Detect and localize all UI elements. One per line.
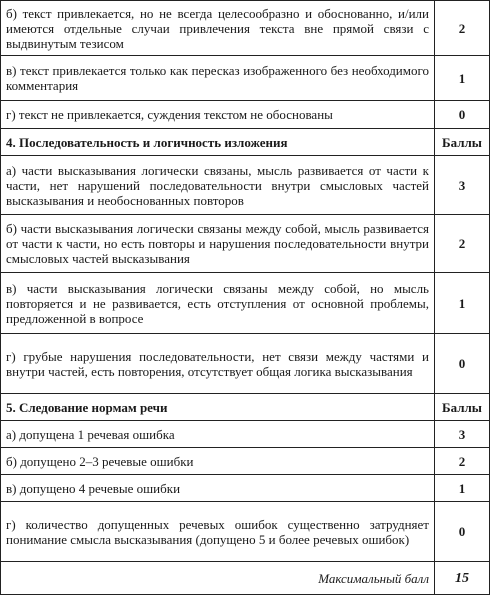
criterion-row xyxy=(1,156,490,215)
criterion-score: 0 xyxy=(435,334,490,394)
criterion-row xyxy=(1,273,490,334)
points-column-header: Баллы xyxy=(435,129,490,156)
section-header-row xyxy=(1,129,490,156)
criterion-score: 3 xyxy=(435,421,490,448)
criterion-score: 0 xyxy=(435,101,490,129)
criterion-row xyxy=(1,215,490,273)
criterion-text: г) грубые нарушения последовательности, нет связи между частями и внутри частей, есть повторения, отсутствует общая логика высказывания xyxy=(1,334,435,394)
max-score-value: 15 xyxy=(435,562,490,595)
total-row xyxy=(1,562,490,595)
criterion-row xyxy=(1,334,490,394)
criterion-text: а) допущена 1 речевая ошибка xyxy=(1,421,435,448)
criterion-text: в) допущено 4 речевые ошибки xyxy=(1,475,435,502)
criterion-text: б) части высказывания логически связаны между собой, мысль развивается от части к части, но есть повторы и нарушения последовательности внутри смысловых частей высказывания xyxy=(1,215,435,273)
criterion-text: г) количество допущенных речевых ошибок существенно затрудняет понимание смысла высказывания (допущено 5 и более речевых ошибок) xyxy=(1,502,435,562)
criterion-score: 1 xyxy=(435,273,490,334)
criterion-score: 3 xyxy=(435,156,490,215)
criterion-text: б) допущено 2–3 речевые ошибки xyxy=(1,448,435,475)
criterion-text: в) части высказывания логически связаны между собой, но мысль повторяется и не развивается, есть отступления от основной проблемы, предложенной в вопросе xyxy=(1,273,435,334)
criterion-text: г) текст не привлекается, суждения текстом не обоснованы xyxy=(1,101,435,129)
criterion-row xyxy=(1,448,490,475)
section-title: 5. Следование нормам речи xyxy=(1,394,435,421)
criterion-row xyxy=(1,475,490,502)
criterion-score: 2 xyxy=(435,1,490,56)
criterion-score: 2 xyxy=(435,215,490,273)
criterion-text: б) текст привлекается, но не всегда целесообразно и обоснованно, и/или имеются отдельные случаи привлечения текста вне прямой связи с выдвинутым тезисом xyxy=(1,1,435,56)
section-header-row xyxy=(1,394,490,421)
points-column-header: Баллы xyxy=(435,394,490,421)
criterion-row xyxy=(1,56,490,101)
criterion-row xyxy=(1,1,490,56)
criterion-row xyxy=(1,101,490,129)
criterion-score: 2 xyxy=(435,448,490,475)
section-title: 4. Последовательность и логичность изложения xyxy=(1,129,435,156)
criterion-text: в) текст привлекается только как пересказ изображенного без необходимого комментария xyxy=(1,56,435,101)
criterion-score: 0 xyxy=(435,502,490,562)
criterion-row xyxy=(1,421,490,448)
criterion-text: а) части высказывания логически связаны, мысль развивается от части к части, нет нарушений последовательности внутри смысловых частей высказывания и необоснованных повторов xyxy=(1,156,435,215)
criterion-score: 1 xyxy=(435,475,490,502)
max-score-label: Максимальный балл xyxy=(1,562,435,595)
criterion-score: 1 xyxy=(435,56,490,101)
criterion-row xyxy=(1,502,490,562)
